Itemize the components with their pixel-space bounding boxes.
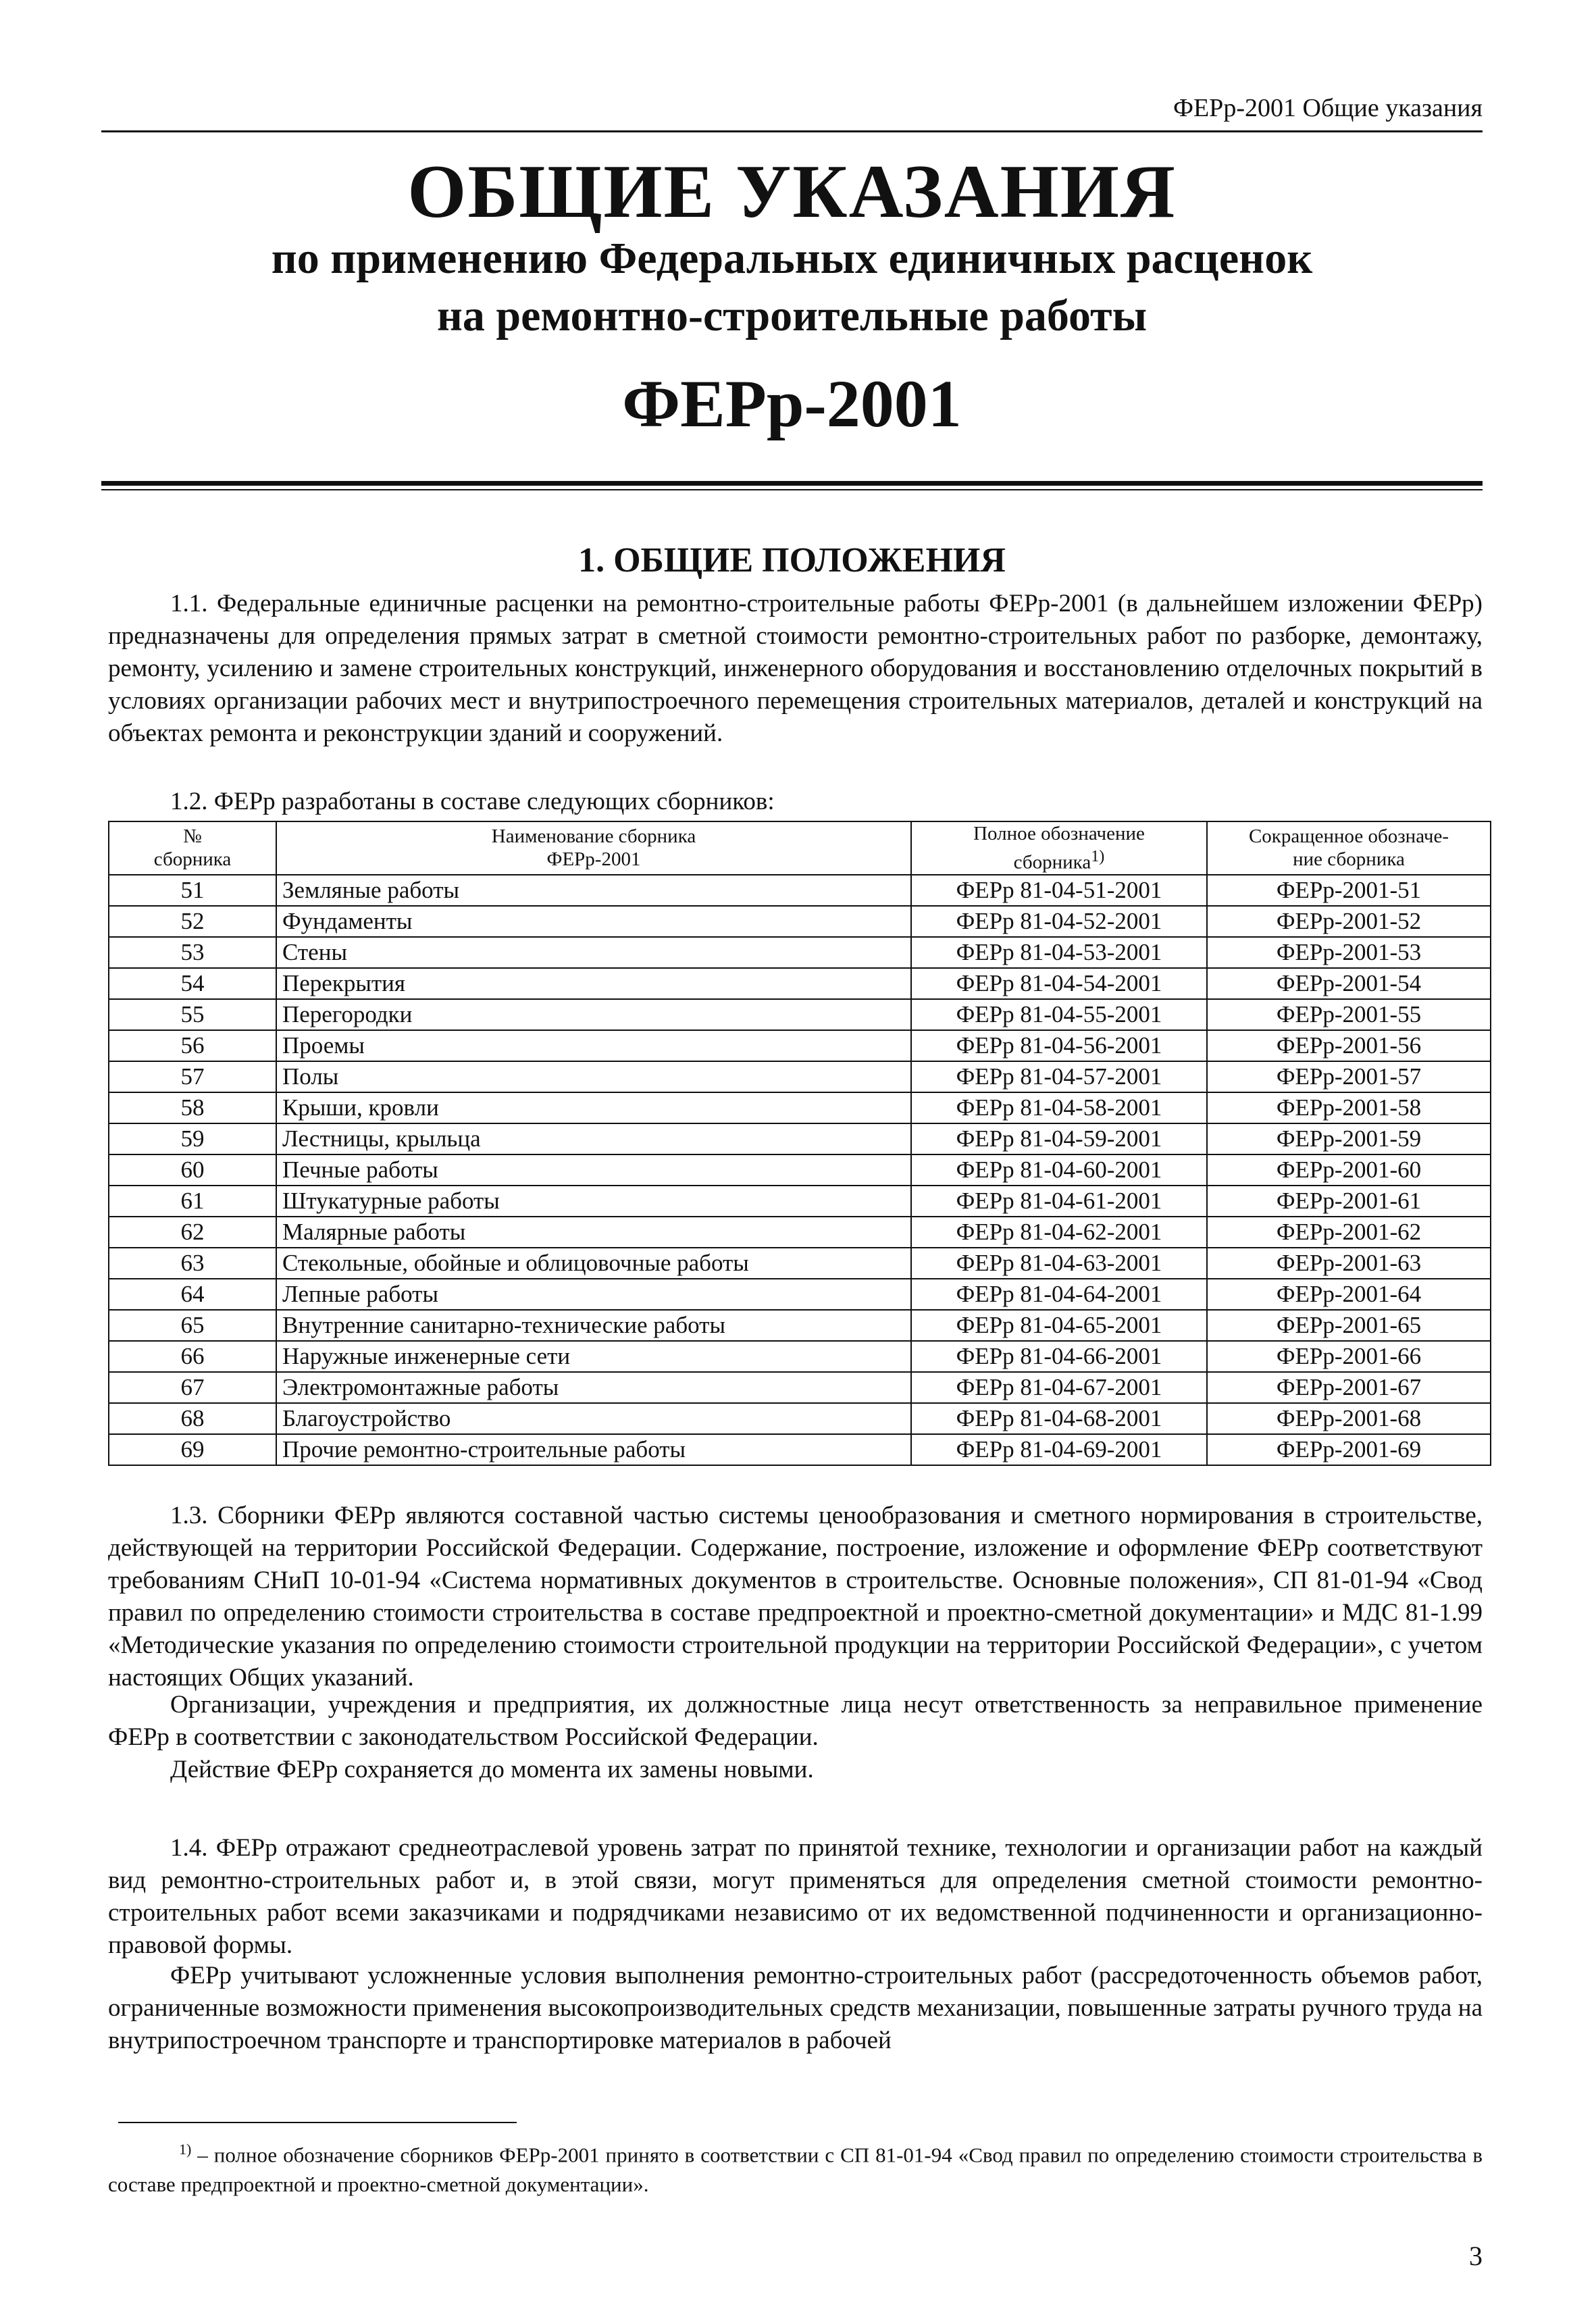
cell-short-code: ФЕРр-2001-55 bbox=[1207, 999, 1491, 1030]
table-row bbox=[109, 1434, 1491, 1465]
cell-full-code: ФЕРр 81-04-56-2001 bbox=[911, 1030, 1207, 1061]
cell-number: 52 bbox=[109, 906, 276, 937]
table-row bbox=[109, 875, 1491, 906]
cell-name: Электромонтажные работы bbox=[276, 1372, 911, 1403]
cell-full-code: ФЕРр 81-04-61-2001 bbox=[911, 1186, 1207, 1217]
title-rule-thick bbox=[101, 481, 1483, 486]
table-row bbox=[109, 1279, 1491, 1310]
paragraph-1-2: 1.2. ФЕРр разработаны в составе следующих сборников: bbox=[170, 788, 775, 815]
footnote bbox=[108, 2135, 1483, 2200]
table-row bbox=[109, 1061, 1491, 1092]
paragraph-1-3: 1.3. Сборники ФЕРр являются составной частью системы ценообразования и сметного нормирования в строительстве, действующей на территории Российской Федерации. Содержание, построение, изложение и оформление ФЕРр соответствуют требованиям СНиП 10-01-94 «Система нормативных документов в строительстве. Основные положения», СП 81-01-94 «Свод правил по определению стоимости строительства в составе предпроектной и проектно-сметной документации» и МДС 81-1.99 «Методические указания по определению стоимости строительной продукции на территории Российской Федерации», с учетом настоящих Общих указаний. bbox=[108, 1502, 1483, 1692]
cell-full-code: ФЕРр 81-04-65-2001 bbox=[911, 1310, 1207, 1341]
cell-name: Прочие ремонтно-строительные работы bbox=[276, 1434, 911, 1465]
cell-short-code: ФЕРр-2001-65 bbox=[1207, 1310, 1491, 1341]
table-row bbox=[109, 937, 1491, 968]
running-header: ФЕРр-2001 Общие указания bbox=[1173, 94, 1483, 122]
cell-short-code: ФЕРр-2001-69 bbox=[1207, 1434, 1491, 1465]
footnote-mark: 1) bbox=[179, 2141, 192, 2158]
cell-full-code: ФЕРр 81-04-57-2001 bbox=[911, 1061, 1207, 1092]
table-row bbox=[109, 968, 1491, 999]
cell-short-code: ФЕРр-2001-61 bbox=[1207, 1186, 1491, 1217]
title-rule-thin bbox=[101, 489, 1483, 490]
table-row bbox=[109, 1341, 1491, 1372]
cell-short-code: ФЕРр-2001-52 bbox=[1207, 906, 1491, 937]
cell-name: Перекрытия bbox=[276, 968, 911, 999]
cell-short-code: ФЕРр-2001-60 bbox=[1207, 1154, 1491, 1186]
cell-number: 60 bbox=[109, 1154, 276, 1186]
cell-name: Земляные работы bbox=[276, 875, 911, 906]
cell-short-code: ФЕРр-2001-58 bbox=[1207, 1092, 1491, 1123]
cell-full-code: ФЕРр 81-04-54-2001 bbox=[911, 968, 1207, 999]
cell-name: Штукатурные работы bbox=[276, 1186, 911, 1217]
cell-short-code: ФЕРр-2001-57 bbox=[1207, 1061, 1491, 1092]
cell-full-code: ФЕРр 81-04-62-2001 bbox=[911, 1217, 1207, 1248]
header-number: № сборника bbox=[109, 821, 276, 875]
header-name: Наименование сборника ФЕРр-2001 bbox=[276, 821, 911, 875]
paragraph-1-3-validity: Действие ФЕРр сохраняется до момента их замены новыми. bbox=[170, 1756, 814, 1783]
footnote-rule bbox=[118, 2122, 517, 2123]
cell-short-code: ФЕРр-2001-63 bbox=[1207, 1248, 1491, 1279]
cell-number: 61 bbox=[109, 1186, 276, 1217]
cell-number: 53 bbox=[109, 937, 276, 968]
cell-number: 56 bbox=[109, 1030, 276, 1061]
cell-full-code: ФЕРр 81-04-69-2001 bbox=[911, 1434, 1207, 1465]
cell-number: 69 bbox=[109, 1434, 276, 1465]
cell-short-code: ФЕРр-2001-53 bbox=[1207, 937, 1491, 968]
table-row bbox=[109, 1248, 1491, 1279]
header-full-code: Полное обозначение сборника$^{1)}$ bbox=[911, 821, 1207, 875]
document-subtitle-line-2: на ремонтно-строительные работы bbox=[436, 291, 1148, 340]
paragraph-1-3-responsibility: Организации, учреждения и предприятия, их должностные лица несут ответственность за неправильное применение ФЕРр в соответствии с законодательством Российской Федерации. bbox=[108, 1691, 1483, 1751]
cell-full-code: ФЕРр 81-04-52-2001 bbox=[911, 906, 1207, 937]
document-subtitle-line-1: по применению Федеральных единичных расценок bbox=[271, 234, 1313, 283]
table-row bbox=[109, 1217, 1491, 1248]
cell-name: Перегородки bbox=[276, 999, 911, 1030]
cell-number: 54 bbox=[109, 968, 276, 999]
cell-full-code: ФЕРр 81-04-59-2001 bbox=[911, 1123, 1207, 1154]
footnote-text: – полное обозначение сборников ФЕРр-2001 принято в соответствии с СП 81-01-94 «Свод правил по определению стоимости строительства в составе предпроектной и проектно-сметной документации». bbox=[108, 2143, 1483, 2197]
cell-full-code: ФЕРр 81-04-51-2001 bbox=[911, 875, 1207, 906]
cell-number: 64 bbox=[109, 1279, 276, 1310]
cell-name: Стены bbox=[276, 937, 911, 968]
table-row bbox=[109, 1030, 1491, 1061]
cell-name: Проемы bbox=[276, 1030, 911, 1061]
table-row bbox=[109, 999, 1491, 1030]
cell-number: 59 bbox=[109, 1123, 276, 1154]
cell-full-code: ФЕРр 81-04-66-2001 bbox=[911, 1341, 1207, 1372]
cell-name: Лепные работы bbox=[276, 1279, 911, 1310]
paragraph-1-1: 1.1. Федеральные единичные расценки на ремонтно-строительные работы ФЕРр-2001 (в дальнейшем изложении ФЕРр) предназначены для определения прямых затрат в сметной стоимости ремонтно-строительных работ по разборке, демонтажу, ремонту, усилению и замене строительных конструкций, инженерного оборудования и восстановлению отделочных покрытий в условиях организации рабочих мест и внутрипостроечного перемещения строительных материалов, деталей и конструкций на объектах ремонта и реконструкции зданий и сооружений. bbox=[108, 590, 1483, 747]
cell-full-code: ФЕРр 81-04-53-2001 bbox=[911, 937, 1207, 968]
cell-short-code: ФЕРр-2001-51 bbox=[1207, 875, 1491, 906]
cell-short-code: ФЕРр-2001-54 bbox=[1207, 968, 1491, 999]
table-row bbox=[109, 1403, 1491, 1434]
table-row bbox=[109, 1092, 1491, 1123]
cell-number: 65 bbox=[109, 1310, 276, 1341]
cell-short-code: ФЕРр-2001-59 bbox=[1207, 1123, 1491, 1154]
table-body bbox=[109, 875, 1491, 1465]
cell-name: Малярные работы bbox=[276, 1217, 911, 1248]
cell-number: 62 bbox=[109, 1217, 276, 1248]
cell-full-code: ФЕРр 81-04-60-2001 bbox=[911, 1154, 1207, 1186]
document-code: ФЕРр-2001 bbox=[622, 366, 962, 441]
table-row bbox=[109, 1310, 1491, 1341]
cell-name: Лестницы, крыльца bbox=[276, 1123, 911, 1154]
cell-short-code: ФЕРр-2001-66 bbox=[1207, 1341, 1491, 1372]
cell-number: 55 bbox=[109, 999, 276, 1030]
cell-number: 57 bbox=[109, 1061, 276, 1092]
cell-number: 58 bbox=[109, 1092, 276, 1123]
cell-name: Внутренние санитарно-технические работы bbox=[276, 1310, 911, 1341]
cell-number: 51 bbox=[109, 875, 276, 906]
paragraph-1-4: 1.4. ФЕРр отражают среднеотраслевой уровень затрат по принятой технике, технологии и организации работ на каждый вид ремонтно-строительных работ и, в этой связи, могут применяться для определения сметной стоимости ремонтно-строительных работ всеми заказчиками и подрядчиками независимо от их ведомственной подчиненности и организационно-правовой формы. bbox=[108, 1834, 1483, 1959]
table-header-row bbox=[109, 821, 1491, 875]
cell-short-code: ФЕРр-2001-64 bbox=[1207, 1279, 1491, 1310]
section-heading: 1. ОБЩИЕ ПОЛОЖЕНИЯ bbox=[578, 541, 1006, 580]
header-rule bbox=[101, 130, 1483, 132]
cell-name: Крыши, кровли bbox=[276, 1092, 911, 1123]
cell-full-code: ФЕРр 81-04-67-2001 bbox=[911, 1372, 1207, 1403]
cell-full-code: ФЕРр 81-04-68-2001 bbox=[911, 1403, 1207, 1434]
table-row bbox=[109, 1123, 1491, 1154]
header-short-code: Сокращенное обозначе- ние сборника bbox=[1207, 821, 1491, 875]
cell-name: Печные работы bbox=[276, 1154, 911, 1186]
cell-full-code: ФЕРр 81-04-63-2001 bbox=[911, 1248, 1207, 1279]
document-title: ОБЩИЕ УКАЗАНИЯ bbox=[407, 150, 1177, 234]
cell-short-code: ФЕРр-2001-67 bbox=[1207, 1372, 1491, 1403]
page-number: 3 bbox=[1469, 2241, 1483, 2271]
collections-table bbox=[108, 821, 1491, 1466]
cell-full-code: ФЕРр 81-04-58-2001 bbox=[911, 1092, 1207, 1123]
table-row bbox=[109, 1154, 1491, 1186]
cell-number: 66 bbox=[109, 1341, 276, 1372]
cell-number: 67 bbox=[109, 1372, 276, 1403]
cell-name: Благоустройство bbox=[276, 1403, 911, 1434]
table-row bbox=[109, 1186, 1491, 1217]
cell-short-code: ФЕРр-2001-56 bbox=[1207, 1030, 1491, 1061]
table-row bbox=[109, 906, 1491, 937]
cell-full-code: ФЕРр 81-04-64-2001 bbox=[911, 1279, 1207, 1310]
cell-number: 68 bbox=[109, 1403, 276, 1434]
cell-short-code: ФЕРр-2001-62 bbox=[1207, 1217, 1491, 1248]
cell-name: Фундаменты bbox=[276, 906, 911, 937]
cell-full-code: ФЕРр 81-04-55-2001 bbox=[911, 999, 1207, 1030]
cell-name: Наружные инженерные сети bbox=[276, 1341, 911, 1372]
table-row bbox=[109, 1372, 1491, 1403]
paragraph-1-4-conditions: ФЕРр учитывают усложненные условия выполнения ремонтно-строительных работ (рассредоточенность объемов работ, ограниченные возможности применения высокопроизводительных средств механизации, повышенные затраты ручного труда на внутрипостроечном транспорте и транспортировке материалов в рабочей bbox=[108, 1962, 1483, 2054]
cell-name: Полы bbox=[276, 1061, 911, 1092]
cell-number: 63 bbox=[109, 1248, 276, 1279]
cell-short-code: ФЕРр-2001-68 bbox=[1207, 1403, 1491, 1434]
cell-name: Стекольные, обойные и облицовочные работы bbox=[276, 1248, 911, 1279]
